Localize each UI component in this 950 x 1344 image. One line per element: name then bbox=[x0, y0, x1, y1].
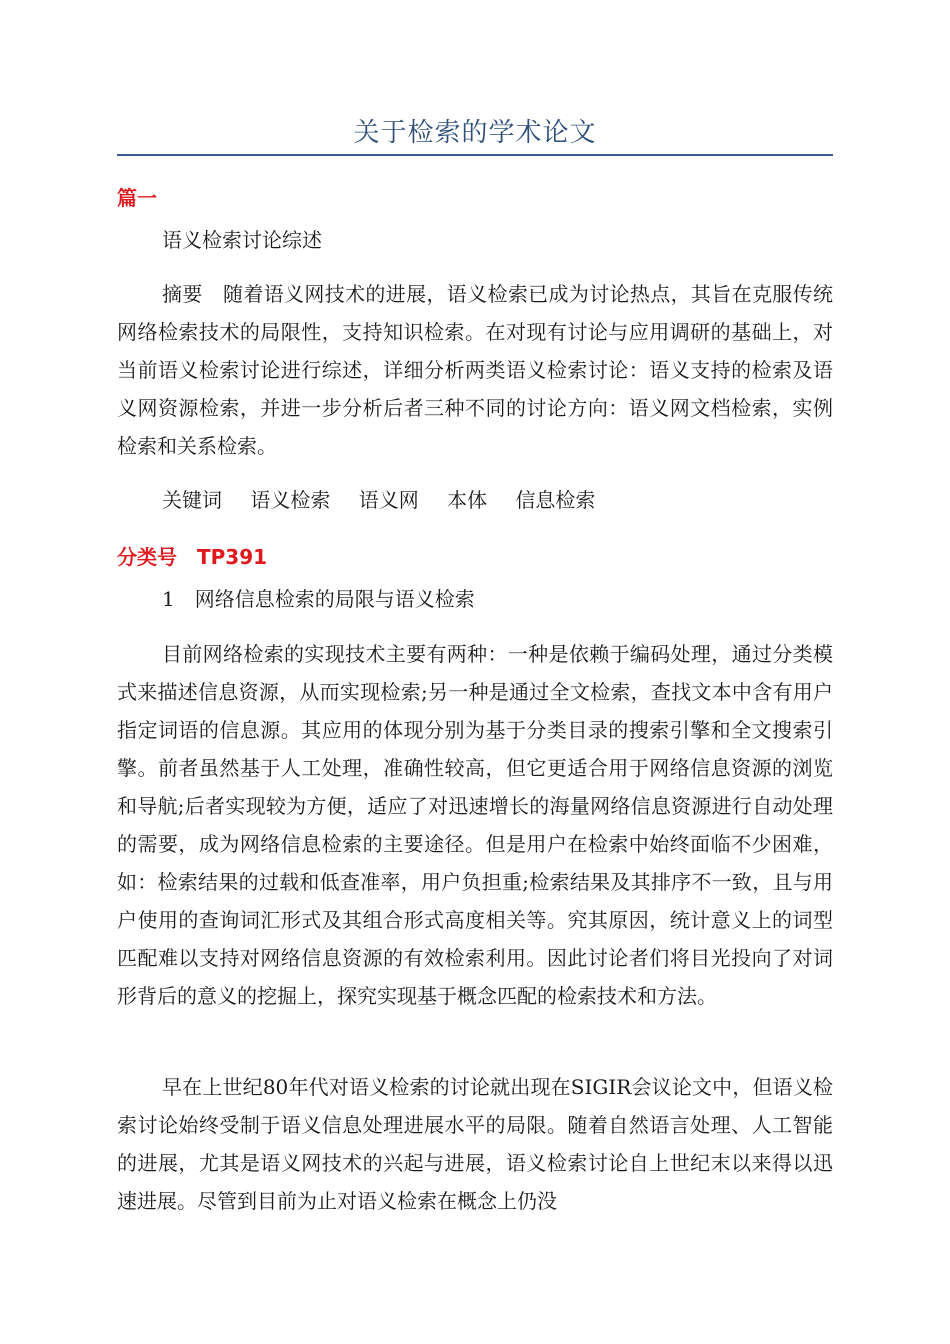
keyword-item: 语义检索 bbox=[250, 488, 331, 512]
title-underline bbox=[117, 154, 833, 156]
keyword-item: 本体 bbox=[447, 488, 488, 512]
abstract-paragraph: 摘要 随着语义网技术的进展，语义检索已成为讨论热点，其旨在克服传统网络检索技术的局限性，支持知识检索。在对现有讨论与应用调研的基础上，对当前语义检索讨论进行综述，详细分析两类语义检索讨论：语义支持的检索及语义网资源检索，并进一步分析后者三种不同的讨论方向：语义网文档检索，实例检索和关系检索。 bbox=[117, 282, 833, 458]
document-title: 关于检索的学术论文 bbox=[353, 118, 597, 148]
keyword-item: 信息检索 bbox=[515, 488, 596, 512]
body-paragraph: 早在上世纪80年代对语义检索的讨论就出现在SIGIR会议论文中，但语义检索讨论始终受制于语义信息处理进展水平的局限。随着自然语言处理、人工智能的进展，尤其是语义网技术的兴起与进展，语义检索讨论自上世纪末以来得以迅速进展。尽管到目前为止对语义检索在概念上仍没 bbox=[117, 1075, 833, 1213]
keyword-item: 语义网 bbox=[358, 488, 419, 512]
section-heading: 1 网络信息检索的局限与语义检索 bbox=[162, 587, 475, 611]
keywords-line bbox=[162, 481, 617, 519]
body-paragraph: 目前网络检索的实现技术主要有两种：一种是依赖于编码处理，通过分类模式来描述信息资源，从而实现检索;另一种是通过全文检索，查找文本中含有用户指定词语的信息源。其应用的体现分别为基于分类目录的搜索引擎和全文搜索引擎。前者虽然基于人工处理，准确性较高，但它更适合用于网络信息资源的浏览和导航;后者实现较为方便，适应了对迅速增长的海量网络信息资源进行自动处理的需要，成为网络信息检索的主要途径。但是用户在检索中始终面临不少困难，如：检索结果的过载和低查准率，用户负担重;检索结果及其排序不一致，且与用户使用的查询词汇形式及其组合形式高度相关等。究其原因，统计意义上的词型匹配难以支持对网络信息资源的有效检索利用。因此讨论者们将目光投向了对词形背后的意义的挖掘上，探究实现基于概念匹配的检索技术和方法。 bbox=[117, 642, 833, 1008]
section-label: 篇一 bbox=[117, 186, 157, 210]
keywords-label: 关键词 bbox=[162, 488, 222, 512]
article-title: 语义检索讨论综述 bbox=[162, 228, 322, 252]
classification-number: 分类号 TP391 bbox=[117, 545, 268, 569]
